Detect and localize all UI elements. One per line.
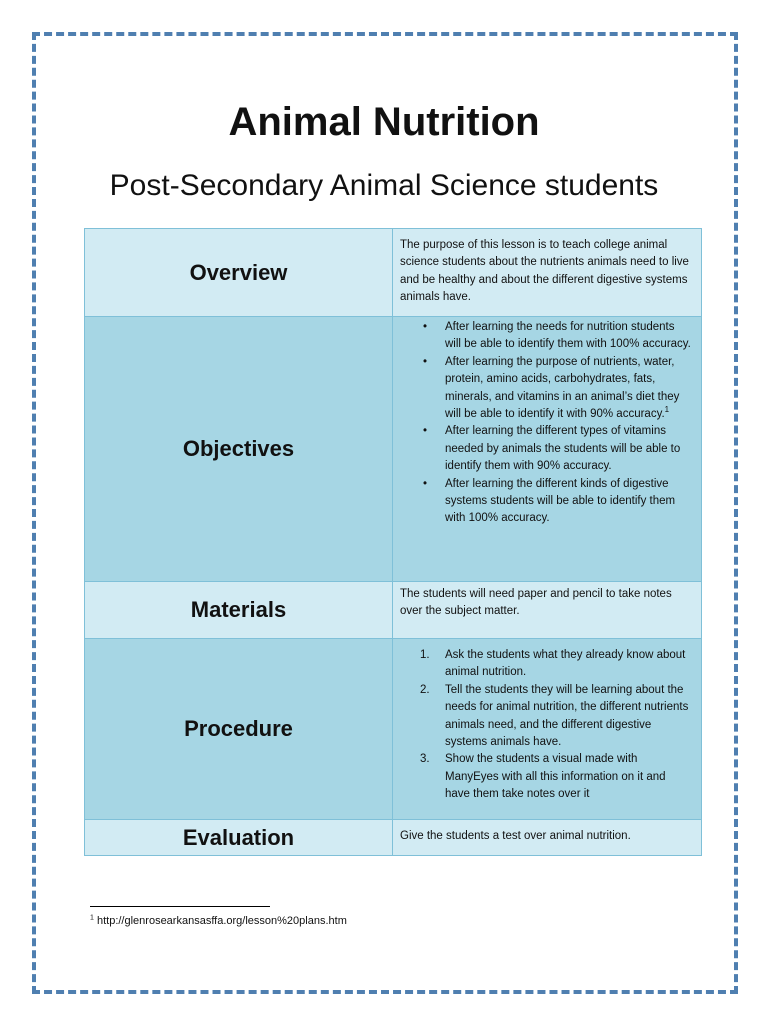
step-number: 3. xyxy=(420,753,430,766)
materials-text: The students will need paper and pencil to take notes over the subject matter. xyxy=(393,582,702,639)
footnote-link[interactable]: http://glenrosearkansasffa.org/lesson%20plans.htm xyxy=(96,915,347,927)
step-text: Ask the students what they already know about animal nutrition. xyxy=(445,649,686,679)
objective-text: After learning the different kinds of digestive systems students will be able to identify them with 100% accuracy. xyxy=(445,477,676,525)
step-number: 1. xyxy=(420,649,430,661)
footnote xyxy=(90,914,347,928)
bullet-icon: • xyxy=(423,477,428,490)
overview-text: The purpose of this lesson is to teach college animal science students about the nutrients animals need to live and be healthy and about the different digestive systems animals have. xyxy=(393,229,702,317)
procedure-heading: Procedure xyxy=(85,639,393,820)
procedure-step xyxy=(420,647,693,682)
evaluation-text: Give the students a test over animal nutrition. xyxy=(393,820,702,856)
objectives-row xyxy=(85,317,702,582)
overview-row xyxy=(85,229,702,317)
objectives-cell xyxy=(393,317,702,582)
bullet-icon: • xyxy=(423,355,428,368)
step-text: Show the students a visual made with ManyEyes with all this information on it and have them take notes over it xyxy=(445,753,666,801)
materials-row xyxy=(85,582,702,639)
objective-item xyxy=(423,476,693,528)
bullet-icon: • xyxy=(423,425,428,438)
evaluation-heading: Evaluation xyxy=(85,820,393,856)
footnote-reference: 1 xyxy=(664,405,670,415)
procedure-list xyxy=(400,647,693,804)
bullet-icon: • xyxy=(423,321,428,333)
document-title: Animal Nutrition xyxy=(228,100,540,144)
objective-item xyxy=(423,319,693,354)
objective-text: After learning the different types of vitamins needed by animals the students will be able to identify them with 90% accuracy. xyxy=(445,425,681,473)
procedure-step xyxy=(420,682,693,752)
footnote-separator xyxy=(90,906,270,907)
objective-item xyxy=(423,354,693,424)
step-text: Tell the students they will be learning about the needs for animal nutrition, the different nutrients animals need, and the different digestive systems animals have. xyxy=(445,683,689,749)
objective-text: After learning the purpose of nutrients, water, protein, amino acids, carbohydrates, fats, minerals, and vitamins in an animal’s diet they will be able to identify it with 90% accuracy. xyxy=(445,355,680,421)
procedure-cell xyxy=(393,639,702,820)
document-subtitle: Post-Secondary Animal Science students xyxy=(109,169,659,202)
lesson-plan-table xyxy=(84,228,702,856)
procedure-step xyxy=(420,751,693,803)
objectives-heading: Objectives xyxy=(85,317,393,582)
evaluation-row xyxy=(85,820,702,856)
objective-text: After learning the needs for nutrition students will be able to identify them with 100% accuracy. xyxy=(445,321,691,351)
overview-heading: Overview xyxy=(85,229,393,317)
materials-heading: Materials xyxy=(85,582,393,639)
procedure-row xyxy=(85,639,702,820)
footnote-number: 1 xyxy=(90,914,94,922)
objectives-list xyxy=(400,319,693,528)
step-number: 2. xyxy=(420,683,430,696)
objective-item xyxy=(423,423,693,475)
